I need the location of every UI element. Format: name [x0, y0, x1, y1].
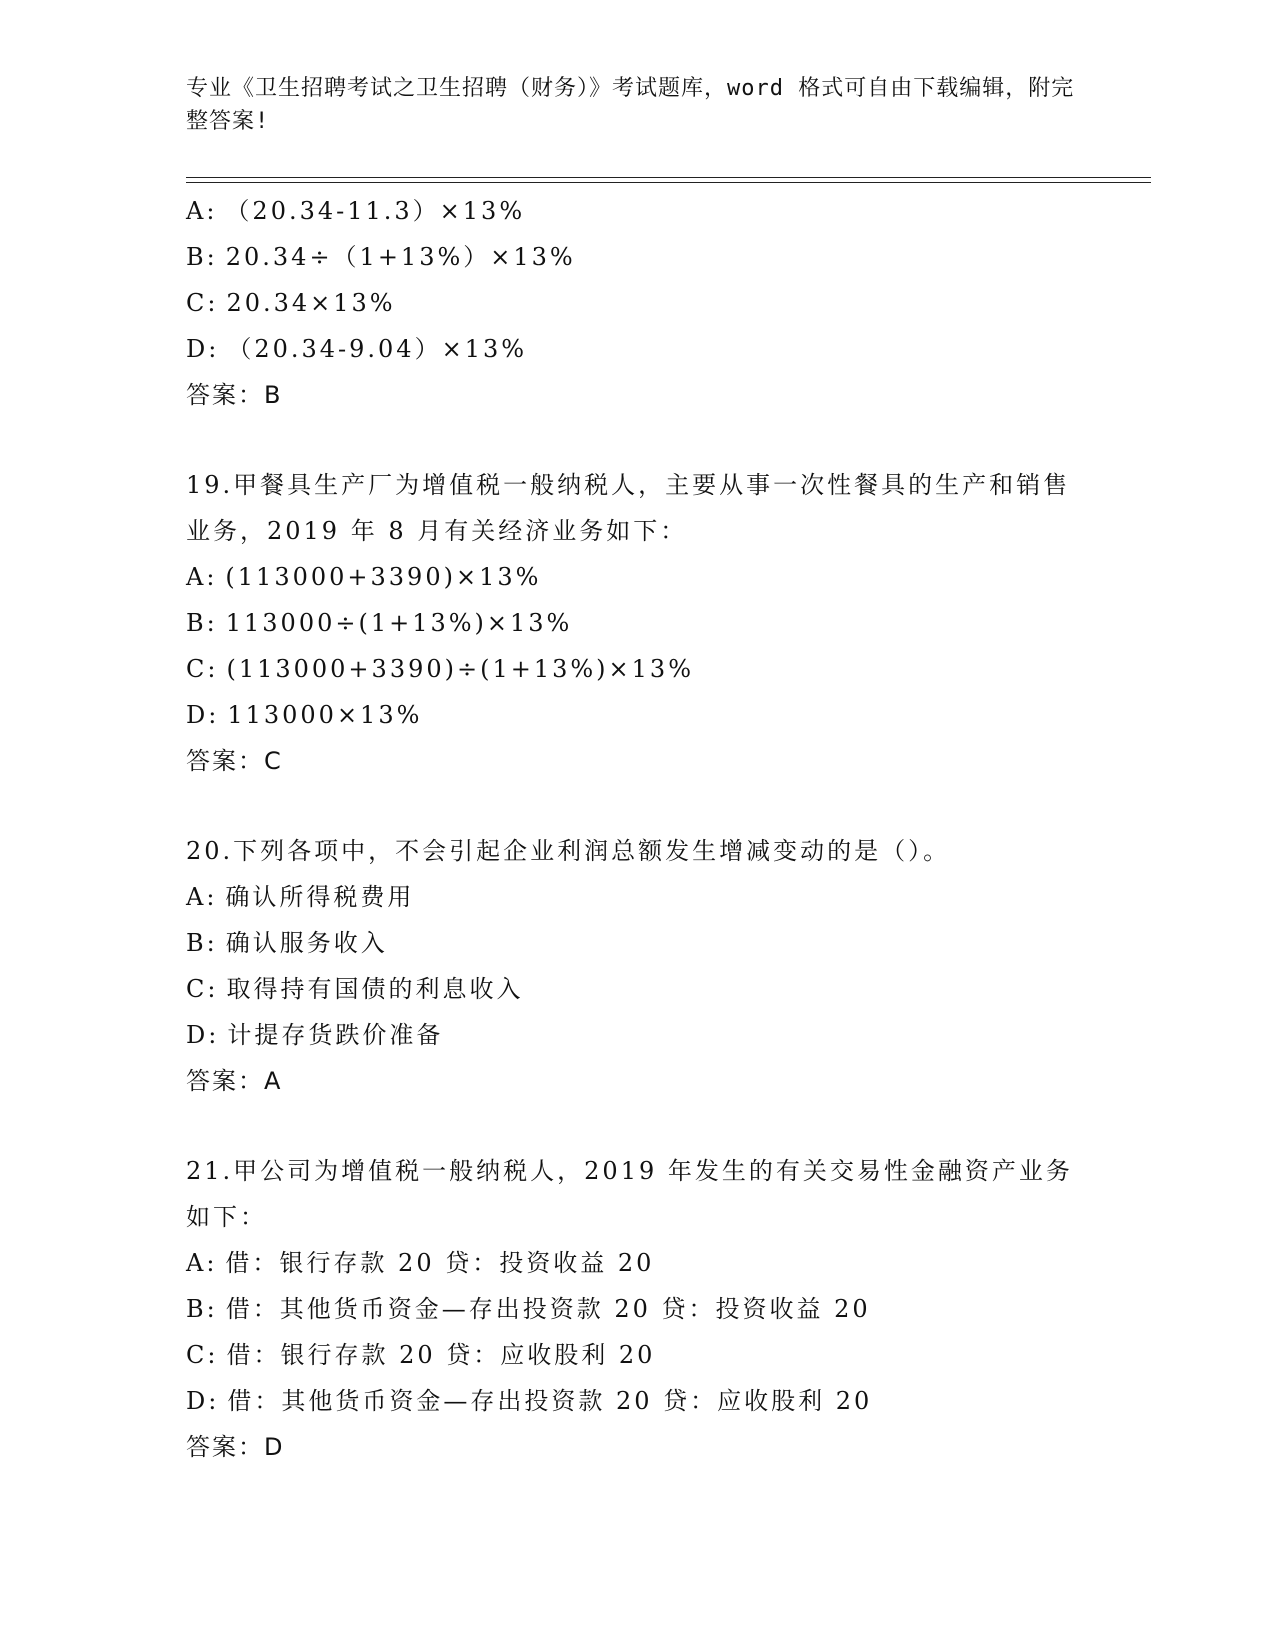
option-text: 确认服务收入	[225, 929, 388, 957]
option-c	[186, 646, 1126, 692]
option-letter: D:	[186, 335, 220, 363]
option-a	[186, 554, 1126, 600]
answer-line: 答案：C	[186, 747, 283, 775]
option-text: （20.34-11.3）×13%	[225, 197, 526, 225]
option-c	[186, 280, 1126, 326]
answer-line: 答案：D	[186, 1433, 285, 1461]
option-letter: C:	[186, 289, 219, 317]
question-block	[186, 828, 1126, 1104]
option-text: 取得持有国债的利息收入	[226, 975, 524, 1003]
option-text: 113000÷(1+13%)×13%	[225, 609, 573, 637]
option-letter: B:	[186, 609, 218, 637]
option-text: 20.34×13%	[226, 289, 396, 317]
option-letter: A:	[186, 197, 218, 225]
option-b	[186, 234, 1126, 280]
option-text: 计提存货跌价准备	[227, 1021, 444, 1049]
header-rule-top	[186, 177, 1151, 178]
option-b	[186, 920, 1126, 966]
option-text: 借：银行存款 20 贷：应收股利 20	[226, 1341, 656, 1369]
document-header: 专业《卫生招聘考试之卫生招聘（财务）》考试题库，word 格式可自由下载编辑，附完整答案!	[186, 76, 1075, 134]
option-d	[186, 692, 1126, 738]
option-d	[186, 326, 1126, 372]
option-text: (113000+3390)÷(1+13%)×13%	[226, 655, 694, 683]
option-d	[186, 1012, 1126, 1058]
question-block	[186, 188, 1126, 418]
option-b	[186, 600, 1126, 646]
option-letter: B:	[186, 1295, 218, 1323]
option-letter: B:	[186, 243, 218, 271]
option-letter: A:	[186, 563, 218, 591]
option-text: (113000+3390)×13%	[225, 563, 542, 591]
option-a	[186, 188, 1126, 234]
option-text: 借：其他货币资金—存出投资款 20 贷：应收股利 20	[227, 1387, 873, 1415]
question-block	[186, 462, 1126, 784]
option-letter: B:	[186, 929, 218, 957]
option-letter: C:	[186, 655, 219, 683]
option-b	[186, 1286, 1126, 1332]
answer-line: 答案：A	[186, 1067, 283, 1095]
option-text: （20.34-9.04）×13%	[227, 335, 528, 363]
option-text: 确认所得税费用	[225, 883, 415, 911]
header-rule-bottom	[186, 182, 1151, 183]
option-text: 113000×13%	[227, 701, 423, 729]
option-c	[186, 1332, 1126, 1378]
option-text: 借：其他货币资金—存出投资款 20 贷：投资收益 20	[225, 1295, 871, 1323]
option-a	[186, 874, 1126, 920]
question-list	[186, 188, 1126, 1514]
option-text: 20.34÷（1+13%）×13%	[225, 243, 576, 271]
option-d	[186, 1378, 1126, 1424]
option-letter: C:	[186, 975, 219, 1003]
option-letter: C:	[186, 1341, 219, 1369]
question-stem: 19.甲餐具生产厂为增值税一般纳税人，主要从事一次性餐具的生产和销售业务，2019 年 8 月有关经济业务如下：	[186, 471, 1071, 545]
option-letter: A:	[186, 1249, 218, 1277]
question-stem: 21.甲公司为增值税一般纳税人，2019 年发生的有关交易性金融资产业务如下：	[186, 1157, 1073, 1231]
option-letter: D:	[186, 701, 220, 729]
option-letter: D:	[186, 1387, 220, 1415]
option-c	[186, 966, 1126, 1012]
option-a	[186, 1240, 1126, 1286]
question-stem: 20.下列各项中，不会引起企业利润总额发生增减变动的是（）。	[186, 837, 951, 865]
question-block	[186, 1148, 1126, 1470]
option-text: 借：银行存款 20 贷：投资收益 20	[225, 1249, 655, 1277]
option-letter: D:	[186, 1021, 220, 1049]
option-letter: A:	[186, 883, 218, 911]
answer-line: 答案：B	[186, 381, 283, 409]
